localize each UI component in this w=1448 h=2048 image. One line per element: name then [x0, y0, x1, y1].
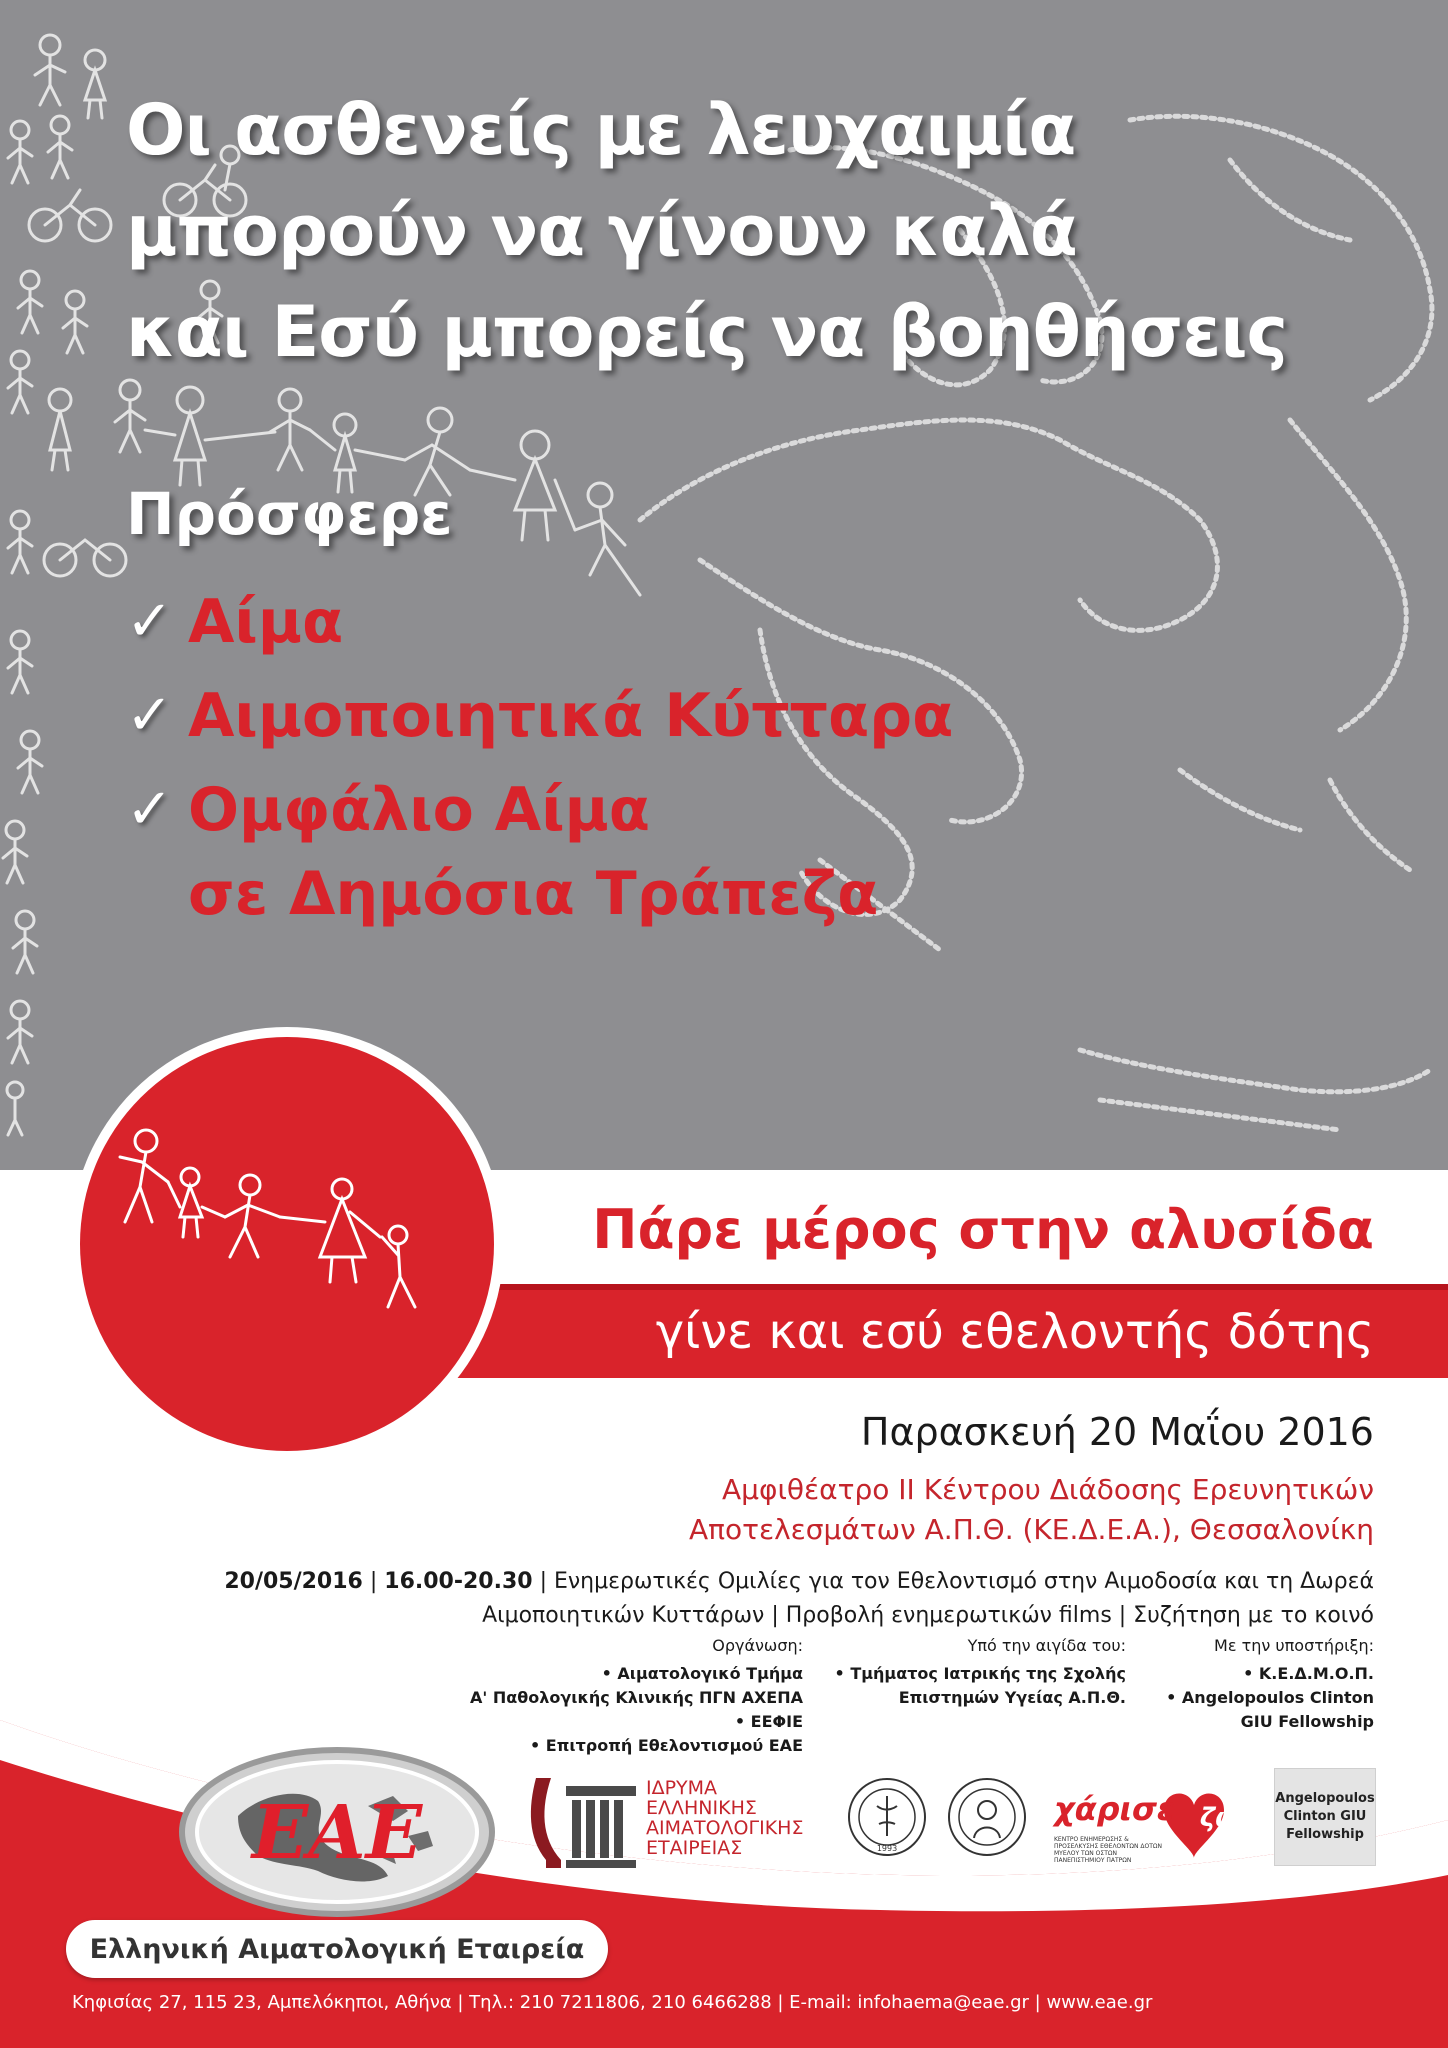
- venue-line-1: Αμφιθέατρο ΙΙ Κέντρου Διάδοσης Ερευνητικών: [722, 1473, 1374, 1506]
- eae-logo-letters: ΕΑΕ: [251, 1790, 423, 1876]
- organization-item: Α' Παθολογικής Κλινικής ΠΓΝ ΑΧΕΠΑ: [470, 1688, 803, 1707]
- offer-list: [126, 580, 953, 946]
- offer-item-label: Αίμα: [188, 587, 344, 657]
- society-seal-icon: [846, 1776, 928, 1858]
- support-item: • Κ.Ε.Δ.Μ.Ο.Π.: [1243, 1664, 1374, 1683]
- chain-of-people-circle: [80, 1037, 494, 1451]
- check-icon: ✓: [126, 683, 173, 748]
- harise-word: χάρισε: [1054, 1790, 1175, 1828]
- check-icon: ✓: [126, 777, 173, 842]
- headline-line-2: μπορούν να γίνουν καλά: [126, 190, 1077, 272]
- offer-item-label: Ομφάλιο Αίμα: [188, 775, 650, 845]
- program-separator: |: [362, 1569, 385, 1594]
- organization-heading: Οργάνωση:: [712, 1636, 803, 1655]
- harise-logo-text: [1054, 1790, 1257, 1833]
- slogan: Πάρε μέρος στην αλυσίδα: [592, 1198, 1374, 1261]
- ihs-line: ΙΔΡΥΜΑ: [646, 1777, 718, 1799]
- ihs-column-logo: [526, 1768, 646, 1868]
- organization-item: • ΕΕΦΙΕ: [734, 1712, 803, 1731]
- venue-line-2: Αποτελεσμάτων Α.Π.Θ. (ΚΕ.Δ.Ε.Α.), Θεσσαλονίκη: [688, 1513, 1374, 1546]
- university-seal-icon: [946, 1776, 1028, 1858]
- headline: [126, 80, 1287, 383]
- organization-item: • Αιματολογικό Τμήμα: [601, 1664, 803, 1683]
- ihs-logo-text: [646, 1778, 803, 1858]
- people-chain-illustration: [80, 1037, 494, 1451]
- offer-item-cord-blood: [126, 768, 953, 936]
- ac-line: Clinton GIU: [1283, 1809, 1367, 1824]
- program-description: | Ενημερωτικές Ομιλίες για τον Εθελοντισμό στην Αιμοδοσία και τη Δωρεά: [532, 1569, 1374, 1594]
- offer-item-stem-cells: [126, 674, 953, 758]
- auspices-heading: Υπό την αιγίδα του:: [967, 1636, 1126, 1655]
- support-heading: Με την υποστήριξη:: [1214, 1636, 1374, 1655]
- offer-item-label: Αιμοποιητικά Κύτταρα: [188, 681, 954, 751]
- auspices-item: Επιστημών Υγείας Α.Π.Θ.: [898, 1688, 1126, 1707]
- event-venue: [689, 1470, 1374, 1550]
- program-date: 20/05/2016: [224, 1569, 363, 1594]
- organization-item: • Επιτροπή Εθελοντισμού ΕΑΕ: [529, 1736, 803, 1755]
- zoi-word: ζωή: [1199, 1803, 1257, 1833]
- contact-footer: Κηφισίας 27, 115 23, Αμπελόκηποι, Αθήνα | Τηλ.: 210 7211806, 210 6466288 | E-mail: infohaema@eae.gr | www.eae.gr: [72, 1992, 1153, 2013]
- ac-line: Angelopoulos: [1275, 1791, 1375, 1806]
- ihs-line: ΑΙΜΑΤΟΛΟΓΙΚΗΣ: [646, 1817, 804, 1839]
- ihs-line: ΕΛΛΗΝΙΚΗΣ: [646, 1797, 757, 1819]
- eae-logo: [178, 1746, 496, 1918]
- society-name-badge: Ελληνική Αιματολογική Εταιρεία: [66, 1920, 608, 1978]
- offer-item-label-line-2: σε Δημόσια Τράπεζα: [188, 859, 879, 929]
- support-item: • Angelopoulos Clinton: [1166, 1688, 1374, 1707]
- program-line-2: Αιμοποιητικών Κυττάρων | Προβολή ενημερωτικών films | Συζήτηση με το κοινό: [482, 1603, 1374, 1628]
- ac-line: Fellowship: [1286, 1827, 1364, 1842]
- event-date: Παρασκευή 20 Μαΐου 2016: [860, 1410, 1374, 1454]
- offer-item-blood: [126, 580, 953, 664]
- program-line-1: [224, 1565, 1374, 1599]
- auspices-column: [835, 1634, 1126, 1710]
- auspices-item: • Τμήματος Ιατρικής της Σχολής: [834, 1664, 1126, 1683]
- offer-title: Πρόσφερε: [126, 480, 453, 548]
- red-bar-text: γίνε και εσύ εθελοντής δότης: [655, 1304, 1374, 1360]
- event-program: [224, 1565, 1374, 1633]
- headline-line-3: και Εσύ μπορείς να βοηθήσεις: [126, 291, 1287, 373]
- headline-line-1: Οι ασθενείς με λευχαιμία: [126, 89, 1076, 171]
- support-item: GIU Fellowship: [1240, 1712, 1374, 1731]
- ihs-line: ΕΤΑΙΡΕΙΑΣ: [646, 1837, 743, 1859]
- harise-subtitle: ΚΕΝΤΡΟ ΕΝΗΜΕΡΩΣΗΣ & ΠΡΟΣΕΛΚΥΣΗΣ ΕΘΕΛΟΝΤΩΝ ΔΟΤΩΝ ΜΥΕΛΟΥ ΤΩΝ ΟΣΤΩΝ ΠΑΝΕΠΙΣΤΗΜΙΟΥ ΠΑΤΡΩΝ: [1054, 1836, 1162, 1864]
- program-time: 16.00-20.30: [384, 1569, 533, 1594]
- angelopoulos-clinton-logo: [1274, 1768, 1376, 1866]
- seal-year: 1993: [876, 1844, 898, 1853]
- check-icon: ✓: [126, 589, 173, 654]
